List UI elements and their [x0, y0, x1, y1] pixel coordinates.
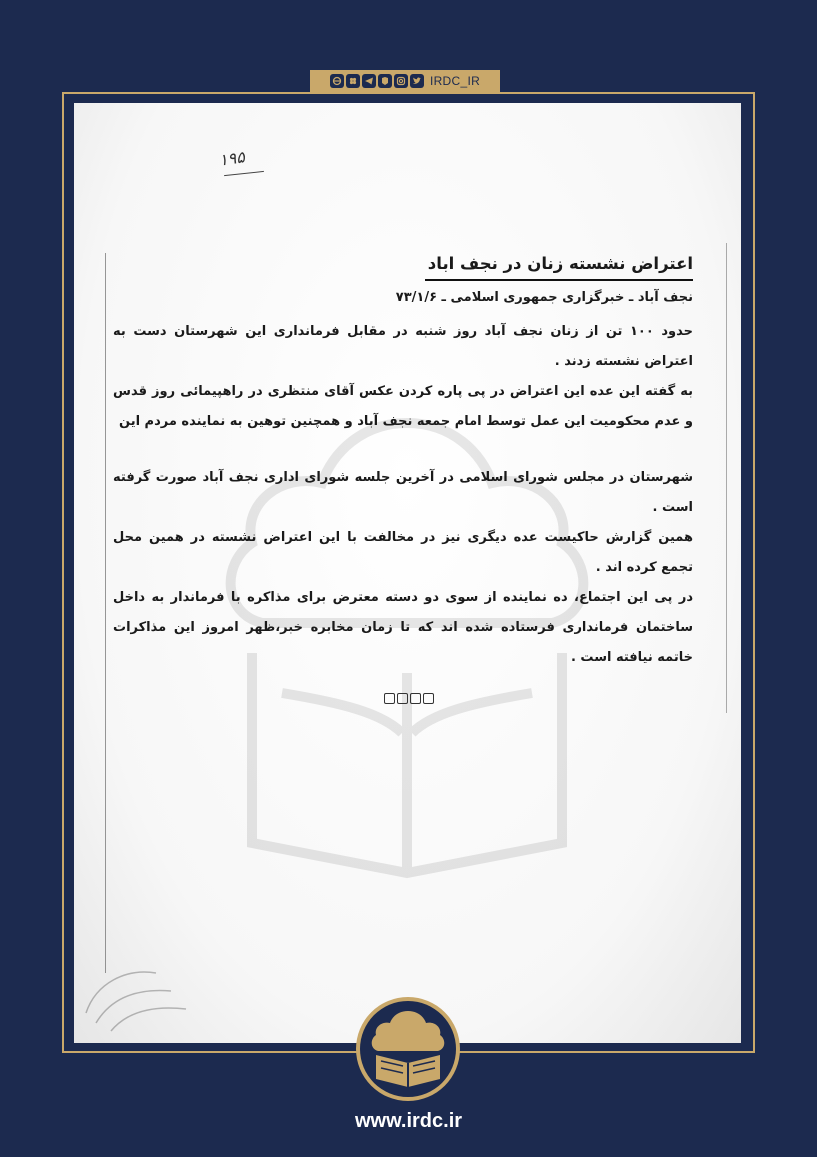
bale-icon[interactable]	[378, 74, 392, 88]
faded-stamp	[76, 943, 196, 1033]
telegram-icon[interactable]	[362, 74, 376, 88]
title-underline	[425, 279, 693, 281]
end-mark-glyph	[384, 693, 395, 704]
irdc-logo	[348, 993, 468, 1103]
scan-edge-line	[726, 243, 727, 713]
end-mark-glyph	[423, 693, 434, 704]
instagram-icon[interactable]	[394, 74, 408, 88]
twitter-icon[interactable]	[410, 74, 424, 88]
document-page	[74, 103, 741, 1043]
end-mark-glyph	[410, 693, 421, 704]
paragraph-gap	[113, 437, 693, 463]
document-body	[113, 251, 693, 673]
end-mark	[384, 693, 434, 704]
document-title: اعتراض نشسته زنان در نجف اباد	[427, 254, 693, 273]
paragraph: حدود ۱۰۰ تن از زنان نجف آباد روز شنبه در مقابل فرمانداری این شهرستان دست به اعتراض نشسته زدند .	[113, 324, 694, 369]
eitaa-icon[interactable]	[330, 74, 344, 88]
paragraph: به گفته این عده این اعتراض در پی پاره کردن عکس آقای منتظری در راهپیمائی روز قدس و عدم محکومیت این عمل توسط امام جمعه نجف آباد و همچنین توهین به نماینده مردم این	[113, 384, 693, 429]
gap-icon[interactable]	[346, 74, 360, 88]
end-mark-glyph	[397, 693, 408, 704]
website-url[interactable]: www.irdc.ir	[354, 1110, 463, 1132]
page-number: ۱۹۵	[217, 147, 246, 170]
paragraph: شهرستان در مجلس شورای اسلامی در آخرین جلسه شورای اداری نجف آباد صورت گرفته است .	[113, 470, 693, 515]
social-handle[interactable]: IRDC_IR	[429, 74, 481, 88]
dateline: نجف آباد ـ خبرگزاری جمهوری اسلامی ـ ۷۳/۱/۶	[395, 290, 693, 305]
page-number-underline	[224, 171, 264, 176]
scan-edge-line	[105, 253, 106, 973]
social-bar	[310, 70, 500, 92]
paragraph: در پی این اجتماع، ده نماینده از سوی دو دسته معترض برای مذاکره با فرماندار به داخل ساختمان فرمانداری فرستاده شده اند که تا زمان مخابره خبر،ظهر امروز این مذاکرات خاتمه نیافته است .	[113, 590, 693, 665]
paragraph: همین گزارش حاکیست عده دیگری نیز در مخالفت با این اعتراض نشسته در همین محل تجمع کرده اند .	[113, 530, 693, 575]
